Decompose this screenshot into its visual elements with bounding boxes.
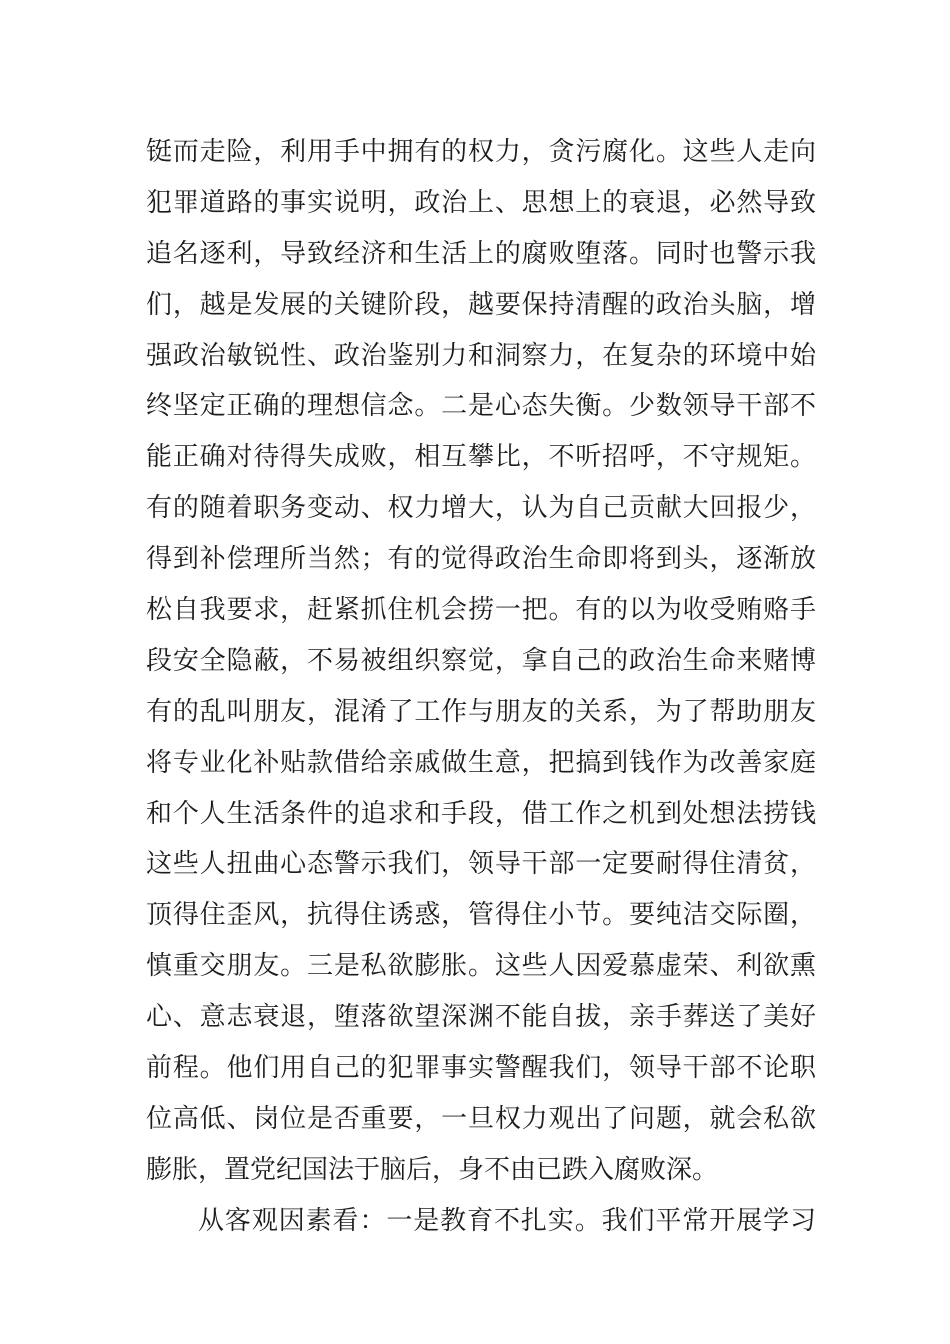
- text-line: 得到补偿理所当然；有的觉得政治生命即将到头，逐渐放: [146, 544, 816, 575]
- text-line: 顶得住歪风，抗得住诱惑，管得住小节。要纯洁交际圈，: [146, 900, 816, 931]
- text-line: 心、意志衰退，堕落欲望深渊不能自拔，亲手葬送了美好: [146, 1002, 816, 1033]
- text-line: 铤而走险，利用手中拥有的权力，贪污腐化。这些人走向: [146, 137, 816, 167]
- text-line: 前程。他们用自己的犯罪事实警醒我们，领导干部不论职: [146, 1053, 816, 1084]
- text-line: 位高低、岗位是否重要，一旦权力观出了问题，就会私欲: [146, 1103, 816, 1134]
- text-line: 将专业化补贴款借给亲戚做生意，把搞到钱作为改善家庭: [146, 747, 816, 778]
- text-line: 段安全隐蔽，不易被组织察觉，拿自己的政治生命来赌博: [146, 645, 816, 676]
- text-line: 这些人扭曲心态警示我们，领导干部一定要耐得住清贫，: [146, 849, 816, 880]
- body-text: [146, 127, 816, 1247]
- text-line: 犯罪道路的事实说明，政治上、思想上的衰退，必然导致: [146, 187, 816, 218]
- text-line: 追名逐利，导致经济和生活上的腐败堕落。同时也警示我: [146, 238, 816, 269]
- text-line: 有的乱叫朋友，混淆了工作与朋友的关系，为了帮助朋友: [146, 696, 816, 727]
- text-line: 有的随着职务变动、权力增大，认为自己贡献大回报少，: [146, 493, 816, 524]
- text-line: 和个人生活条件的追求和手段，借工作之机到处想法捞钱: [146, 798, 816, 829]
- text-line: 能正确对待得失成败，相互攀比，不听招呼，不守规矩。: [146, 442, 816, 473]
- paragraph-start-line: 从客观因素看：一是教育不扎实。我们平常开展学习: [198, 1205, 816, 1236]
- text-line: 终坚定正确的理想信念。二是心态失衡。少数领导干部不: [146, 391, 816, 422]
- text-line: 松自我要求，赶紧抓住机会捞一把。有的以为收受贿赂手: [146, 595, 816, 626]
- text-line: 们，越是发展的关键阶段，越要保持清醒的政治头脑，增: [146, 289, 816, 320]
- paragraph-end-line: 膨胀，置党纪国法于脑后，身不由已跌入腐败深。: [146, 1154, 719, 1185]
- text-line: 慎重交朋友。三是私欲膨胀。这些人因爱慕虚荣、利欲熏: [146, 951, 816, 982]
- text-line: 强政治敏锐性、政治鉴别力和洞察力，在复杂的环境中始: [146, 340, 816, 371]
